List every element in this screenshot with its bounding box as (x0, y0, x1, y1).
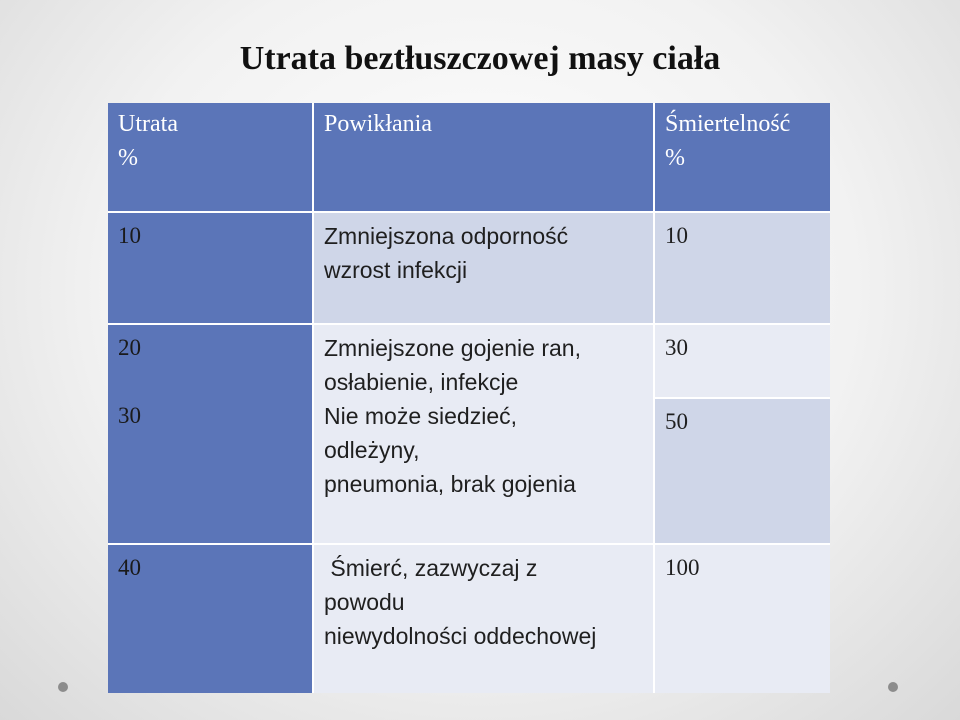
row-2-complications-line1: Zmniejszone gojenie ran, (324, 335, 581, 361)
row-3-mortality-value: 50 (665, 409, 688, 434)
data-table (108, 103, 830, 693)
row-1-mortality-value: 10 (665, 223, 688, 248)
row-2-mortality-value: 30 (665, 335, 688, 360)
header-mortality-line1: Śmiertelność (665, 111, 791, 137)
row-1-complications-line2: wzrost infekcji (324, 257, 468, 283)
header-loss-line1: Utrata (118, 111, 178, 137)
row-1-loss (108, 213, 312, 323)
row-1-complications-line1: Zmniejszona odporność (324, 223, 569, 249)
row-4-complications (314, 545, 653, 693)
row-2-complications-line2: osłabienie, infekcje (324, 369, 519, 395)
row-4-mortality-value: 100 (665, 555, 700, 580)
header-complications (314, 103, 653, 211)
row-1-loss-value: 10 (118, 223, 141, 248)
row-3-mortality (655, 399, 830, 543)
row-4-mortality (655, 545, 830, 693)
row-4-complications-line2: powodu (324, 589, 405, 615)
row-4-complications-line1: Śmierć, zazwyczaj z (324, 555, 538, 581)
header-loss (108, 103, 312, 211)
row-4-complications-line3: niewydolności oddechowej (324, 623, 597, 649)
header-loss-line2: % (118, 145, 138, 171)
row-3-complications-line2: odleżyny, (324, 437, 420, 463)
row-2-mortality (655, 325, 830, 397)
row-1-complications (314, 213, 653, 323)
slide-title: Utrata beztłuszczowej masy ciała (239, 40, 721, 77)
decorative-dot-left (58, 682, 68, 692)
row-3-loss-value: 30 (118, 403, 141, 428)
row-2-3-complications (314, 325, 653, 543)
header-complications-label: Powikłania (324, 111, 432, 137)
header-mortality (655, 103, 830, 211)
row-2-loss-value: 20 (118, 335, 141, 360)
row-4-loss (108, 545, 312, 693)
row-2-3-loss (108, 325, 312, 543)
row-4-loss-value: 40 (118, 555, 141, 580)
decorative-dot-right (888, 682, 898, 692)
row-1-mortality (655, 213, 830, 323)
row-3-complications-line1: Nie może siedzieć, (324, 403, 518, 429)
row-3-complications-line3: pneumonia, brak gojenia (324, 471, 576, 497)
header-mortality-line2: % (665, 145, 685, 171)
